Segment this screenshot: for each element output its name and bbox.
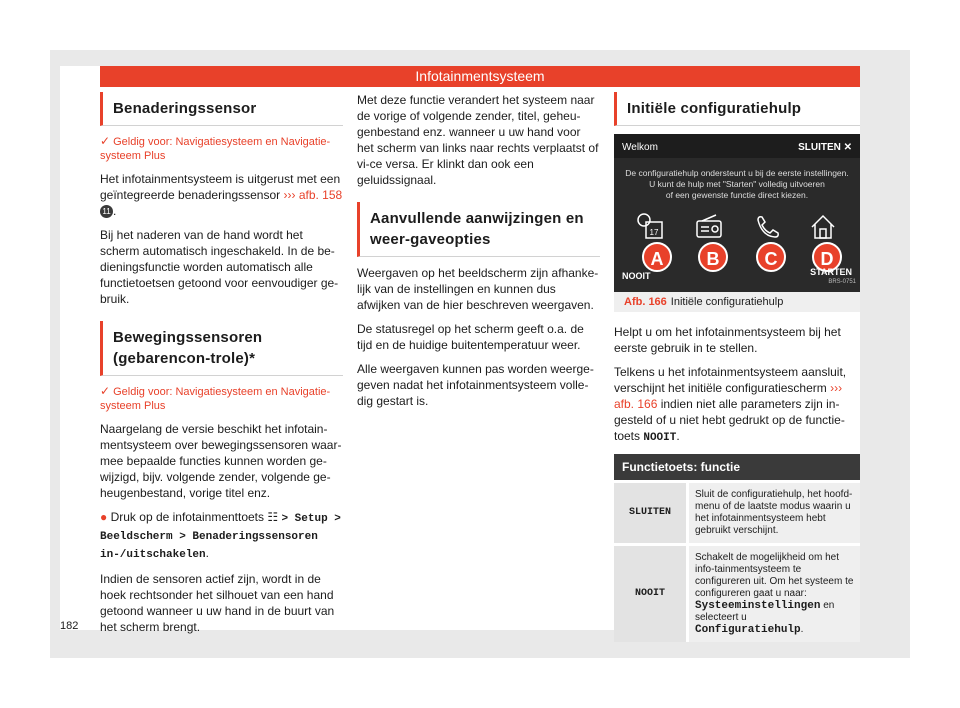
figure-reference-link[interactable]: afb. 166: [614, 397, 658, 411]
screen-icon-row: [614, 212, 860, 269]
heading-bewegingssensoren: Bewegingssensoren (gebarencon-trole)*: [100, 321, 343, 376]
phone-icon: [752, 212, 782, 242]
figure-caption: Afb. 166 Initiële configuratiehulp: [614, 292, 860, 312]
heading-benaderingssensor: Benaderingssensor: [100, 92, 343, 126]
screen-starten-button: STARTEN: [810, 267, 852, 277]
figure-screen-configuratiehulp: [614, 134, 860, 292]
paragraph: Helpt u om het infotainmentsysteem bij het eerste gebruik in te stellen.: [614, 325, 841, 355]
checkmark-icon: ✓: [100, 134, 111, 148]
column-left: [100, 92, 343, 643]
screen-intro-text: De configuratiehulp ondersteunt u bij de eerste instellingen. U kunt de hulp met "Starten" volledig uitvoeren of een gewenste functie direct kiezen.: [625, 168, 849, 200]
menu-path: > Setup > Beeldscherm > Benaderingssensoren in-/uitschakelen: [100, 513, 341, 561]
paragraph: Het infotainmentsysteem is uitgerust met een geïntegreerde benaderingssensor ››› afb. 158 11 .: [100, 172, 343, 218]
paragraph: Alle weergaven kunnen pas worden weerge-geven nadat het infotainmentsysteem volle-dig gestart is.: [357, 362, 594, 408]
callout-letter-d: D: [812, 242, 842, 272]
table-desc-cell: Sluit de configuratiehulp, het hoofd-menu of de laatste modus waarin u het infotainmentsysteem hebt gebruikt verschijnt.: [688, 482, 861, 545]
calendar-clock-icon: [636, 212, 666, 242]
section-header: Infotainmentsysteem: [100, 66, 860, 87]
callout-letter-a: A: [642, 242, 672, 272]
paragraph: Weergaven op het beeldscherm zijn afhanke-lijk van de instellingen en kunnen dus afwijken van de hier beschreven weergaven.: [357, 266, 599, 312]
function-key: NOOIT: [643, 432, 677, 444]
table-key-cell: NOOIT: [614, 545, 688, 643]
page-number: 182: [60, 620, 79, 632]
paragraph: Met deze functie verandert het systeem naar de vorige of volgende zender, titel, geheu-genbestand enz. wanneer u uw hand voor het scherm van links naar rechts verplaatst of vi-ce versa. Er klinkt dan ook een geluidssignaal.: [357, 93, 599, 187]
screen-title: Welkom: [622, 142, 658, 153]
table-key-cell: SLUITEN: [614, 482, 688, 545]
table-header: Functietoets: functie: [614, 454, 860, 482]
home-icon: [808, 212, 838, 242]
paragraph: Telkens u het infotainmentsysteem aansluit, verschijnt het initiële configuratiescherm ››› afb. 166 indien niet alle parameters zijn in-gesteld of u niet hebt gedrukt op de functie-toets NOOIT.: [614, 365, 847, 444]
table-row: [614, 545, 860, 643]
reference-arrow: ›››: [283, 188, 296, 202]
callout-letter-b: B: [698, 242, 728, 272]
screen-title-bar: [614, 134, 860, 158]
reference-arrow: ›››: [830, 381, 843, 395]
heading-aanvullende: Aanvullende aanwijzingen en weer-gaveopties: [357, 202, 600, 257]
bullet-item: ● Druk op de infotainmenttoets ☷ > Setup > Beeldscherm > Benaderingssensoren in-/uitschakelen.: [100, 510, 341, 561]
bullet-icon: ●: [100, 510, 108, 524]
figure-reference-link[interactable]: afb. 158: [298, 188, 343, 202]
validity-note: ✓ Geldig voor: Navigatiesysteem en Navigatie-systeem Plus: [100, 134, 331, 162]
column-middle: [357, 92, 600, 417]
paragraph: Indien de sensoren actief zijn, wordt in de hoek rechtsonder het silhouet van een hand getoond wanneer u uw hand in de buurt van het scherm brengt.: [100, 572, 335, 634]
table-row: [614, 482, 860, 545]
paragraph: De statusregel op het scherm geeft o.a. de tijd en de huidige buitentemperatuur weer.: [357, 322, 584, 352]
paragraph: Naargelang de versie beschikt het infotain-mentsysteem over bewegingssensoren waar-mee bepaalde functies kunnen worden ge-wijzigd, bijv. volgende zender, volgende ge-heugenbestand, vorige titel enz.: [100, 422, 342, 500]
column-right: [614, 92, 860, 642]
callout-number-badge: 11: [100, 205, 113, 218]
paragraph: Bij het naderen van de hand wordt het scherm automatisch ingeschakeld. In de be-dieningsfunctie worden automatisch alle functietoetsen getoond voor eenvoudiger ge-bruik.: [100, 228, 339, 306]
svg-text:17: 17: [649, 228, 659, 237]
checkmark-icon: ✓: [100, 384, 111, 398]
screen-nooit-button: NOOIT: [622, 271, 651, 281]
figure-code: BRS-0751: [828, 279, 856, 285]
callout-letter-c: C: [756, 242, 786, 272]
validity-note: ✓ Geldig voor: Navigatiesysteem en Navigatie-systeem Plus: [100, 384, 331, 412]
screen-close-button: SLUITEN ✕: [798, 142, 852, 153]
function-key-table: [614, 454, 860, 642]
heading-initiele-configuratiehulp: Initiële configuratiehulp: [614, 92, 860, 126]
radio-icon: [694, 212, 724, 242]
table-desc-cell: Schakelt de mogelijkheid om het info-tainmentsysteem te configureren uit. Om het systeem te configureren gaat u naar: Systeeminstellingen en selecteert u Configuratiehulp.: [688, 545, 861, 643]
menu-grid-icon: ☷: [267, 510, 279, 524]
